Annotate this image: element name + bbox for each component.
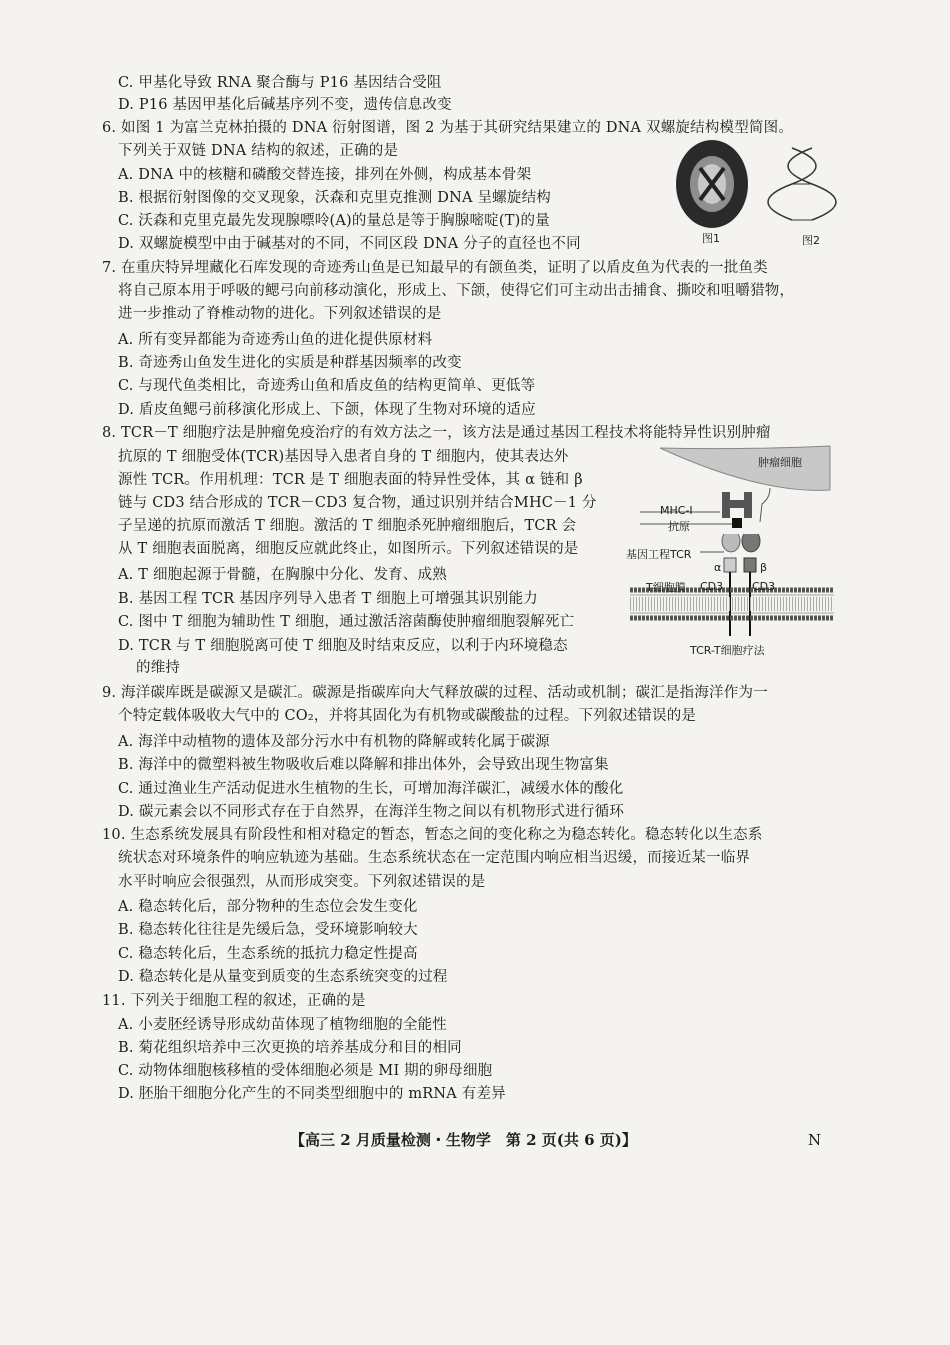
dna-diffraction-image xyxy=(676,140,748,228)
page-footer: 【高三 2 月质量检测・生物学 第 2 页(共 6 页)】 xyxy=(290,1131,637,1149)
cd3-right-label: CD3 xyxy=(752,580,776,593)
question-stem: 进一步推动了脊椎动物的进化。下列叙述错误的是 xyxy=(118,306,442,322)
question-stem: 6. 如图 1 为富兰克林拍摄的 DNA 衍射图谱，图 2 为基于其研究结果建立的 DNA 双螺旋结构模型简图。 xyxy=(102,120,794,136)
question-stem: 子呈递的抗原而激活 T 细胞。激活的 T 细胞杀死肿瘤细胞后，TCR 会 xyxy=(118,518,577,534)
question-stem: 8. TCR－T 细胞疗法是肿瘤免疫治疗的有效方法之一，该方法是通过基因工程技术将能特异性识别肿瘤 xyxy=(102,425,771,441)
option-d: D. 胚胎干细胞分化产生的不同类型细胞中的 mRNA 有差异 xyxy=(118,1086,506,1102)
option-d: D. 双螺旋模型中由于碱基对的不同，不同区段 DNA 分子的直径也不同 xyxy=(118,236,581,252)
option-a: A. DNA 中的核糖和磷酸交替连接，排列在外侧，构成基本骨架 xyxy=(118,167,532,183)
version-mark: N xyxy=(808,1131,822,1149)
option-a: A. T 细胞起源于骨髓，在胸腺中分化、发育、成熟 xyxy=(118,567,447,583)
option-b: B. 菊花组织培养中三次更换的培养基成分和目的相同 xyxy=(118,1040,462,1056)
question-stem: 9. 海洋碳库既是碳源又是碳汇。碳源是指碳库向大气释放碳的过程、活动或机制；碳汇是指海洋作为一 xyxy=(102,685,768,701)
tumor-cell-label: 肿瘤细胞 xyxy=(758,456,802,469)
cd3-left-label: CD3 xyxy=(700,580,724,593)
antigen-label: 抗原 xyxy=(668,520,690,533)
option-b: B. 海洋中的微塑料被生物吸收后难以降解和排出体外，会导致出现生物富集 xyxy=(118,757,609,773)
option-b: B. 奇迹秀山鱼发生进化的实质是种群基因频率的改变 xyxy=(118,355,462,371)
option-c: C. 沃森和克里克最先发现腺嘌呤(A)的量总是等于胸腺嘧啶(T)的量 xyxy=(118,213,550,229)
option-a: A. 海洋中动植物的遗体及部分污水中有机物的降解或转化属于碳源 xyxy=(118,734,550,750)
question-stem: 10. 生态系统发展具有阶段性和相对稳定的暂态，暂态之间的变化称之为稳态转化。稳态转化以生态系 xyxy=(102,827,763,843)
tcr-beta-shape xyxy=(742,534,760,552)
option-b: B. 基因工程 TCR 基因序列导入患者 T 细胞上可增强其识别能力 xyxy=(118,591,538,607)
option-b: B. 稳态转化往往是先缓后急，受环境影响较大 xyxy=(118,922,418,938)
figure-caption: TCR-T细胞疗法 xyxy=(690,644,765,657)
question-stem: 统状态对环境条件的响应轨迹为基础。生态系统状态在一定范围内响应相当迟缓，而接近某一临界 xyxy=(118,850,751,866)
alpha-label: α xyxy=(714,561,722,574)
option-d: D. 稳态转化是从量变到质变的生态系统突变的过程 xyxy=(118,969,448,985)
question-stem: 水平时响应会很强烈，从而形成突变。下列叙述错误的是 xyxy=(118,874,486,890)
figure-1-label: 图1 xyxy=(702,232,720,245)
mhc-label: MHC-Ⅰ xyxy=(660,504,693,517)
question-stem: 下列关于双链 DNA 结构的叙述，正确的是 xyxy=(118,143,399,159)
beta-label: β xyxy=(760,561,768,574)
antigen-shape xyxy=(732,518,742,528)
option-c: C. 图中 T 细胞为辅助性 T 细胞，通过激活溶菌酶使肿瘤细胞裂解死亡 xyxy=(118,614,575,630)
question-stem: 将自己原本用于呼吸的鳃弓向前移动演化，形成上、下颌，使得它们可主动出击捕食、撕咬和咀嚼猎物， xyxy=(118,283,795,299)
option-c: C. 甲基化导致 RNA 聚合酶与 P16 基因结合受阻 xyxy=(118,75,442,91)
question-stem: 源性 TCR。作用机理：TCR 是 T 细胞表面的特异性受体，其 α 链和 β xyxy=(118,472,583,488)
option-a: A. 所有变异都能为奇迹秀山鱼的进化提供原材料 xyxy=(118,332,433,348)
membrane-label: T细胞膜 xyxy=(646,581,686,594)
option-b: B. 根据衍射图像的交叉现象，沃森和克里克推测 DNA 呈螺旋结构 xyxy=(118,190,551,206)
question-stem: 从 T 细胞表面脱离，细胞反应就此终止，如图所示。下列叙述错误的是 xyxy=(118,541,579,557)
question-stem: 个特定载体吸收大气中的 CO₂，并将其固化为有机物或碳酸盐的过程。下列叙述错误的是 xyxy=(118,708,697,724)
question-stem: 11. 下列关于细胞工程的叙述，正确的是 xyxy=(102,993,366,1009)
question-stem: 抗原的 T 细胞受体(TCR)基因导入患者自身的 T 细胞内，使其表达外 xyxy=(118,449,569,465)
tcr-t-diagram xyxy=(620,440,840,640)
option-a: A. 小麦胚经诱导形成幼苗体现了植物细胞的全能性 xyxy=(118,1017,447,1033)
option-c: C. 通过渔业生产活动促进水生植物的生长，可增加海洋碳汇，减缓水体的酸化 xyxy=(118,781,624,797)
option-d: D. 盾皮鱼鳃弓前移演化形成上、下颌，体现了生物对环境的适应 xyxy=(118,402,536,418)
question-stem: 7. 在重庆特异埋藏化石库发现的奇迹秀山鱼是已知最早的有颌鱼类，证明了以盾皮鱼为代表的一批鱼类 xyxy=(102,260,768,276)
figure-2-label: 图2 xyxy=(802,234,820,247)
option-d: D. P16 基因甲基化后碱基序列不变，遗传信息改变 xyxy=(118,97,452,113)
option-c: C. 与现代鱼类相比，奇迹秀山鱼和盾皮鱼的结构更简单、更低等 xyxy=(118,378,536,394)
option-c: C. 稳态转化后，生态系统的抵抗力稳定性提高 xyxy=(118,946,418,962)
double-helix-diagram xyxy=(768,148,836,220)
option-a: A. 稳态转化后，部分物种的生态位会发生变化 xyxy=(118,899,418,915)
option-c: C. 动物体细胞核移植的受体细胞必须是 MⅠ 期的卵母细胞 xyxy=(118,1063,493,1079)
tcr-label: 基因工程TCR xyxy=(626,548,692,561)
option-d: D. 碳元素会以不同形式存在于自然界，在海洋生物之间以有机物形式进行循环 xyxy=(118,804,625,820)
tcr-alpha-shape xyxy=(722,534,740,552)
tumor-cell-shape xyxy=(660,446,830,490)
question-stem: 链与 CD3 结合形成的 TCR－CD3 复合物，通过识别并结合MHC－1 分 xyxy=(118,495,597,511)
option-d: D. TCR 与 T 细胞脱离可使 T 细胞及时结束反应，以利于内环境稳态 xyxy=(118,638,568,654)
option-d-continued: 的维持 xyxy=(136,660,181,676)
